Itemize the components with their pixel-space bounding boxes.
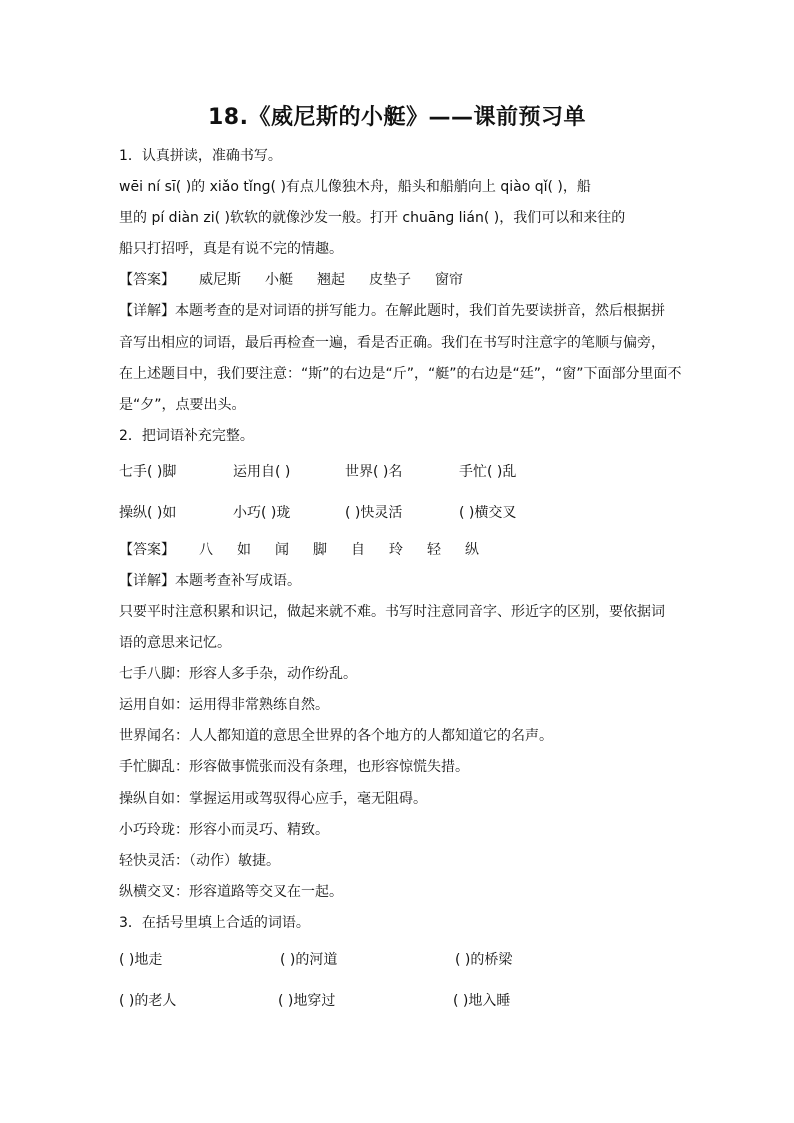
detail-text: 本题考查的是对词语的拼写能力。在解此题时，我们首先要读拼音，然后根据拼: [175, 303, 665, 319]
q1-detail-line-3: 在上述题目中，我们要注意：“斯”的右边是“斤”，“艇”的右边是“廷”，“窗”下面部分里面不: [119, 366, 682, 382]
idiom-explanation: 操纵自如：掌握运用或驾驭得心应手，毫无阻碍。: [119, 791, 427, 807]
detail-label: 【详解】: [119, 573, 175, 589]
q1-line-3: 船只打招呼，真是有说不完的情趣。: [119, 241, 343, 257]
answer-item: 窗帘: [435, 272, 463, 288]
idiom-blank: 手忙( )乱: [459, 464, 517, 480]
q1-detail-line-1: [119, 301, 665, 321]
q3-row-1: [119, 950, 679, 970]
q3-heading: 3．在括号里填上合适的词语。: [119, 915, 310, 931]
idiom-explanation: 纵横交叉：形容道路等交叉在一起。: [119, 884, 343, 900]
fill-blank: ( )地穿过: [278, 993, 336, 1009]
q2-heading: 2．把词语补充完整。: [119, 428, 254, 444]
q2-detail-line-2: 语的意思来记忆。: [119, 635, 231, 651]
answer-item: 如: [237, 542, 251, 558]
idiom-explanation: 手忙脚乱：形容做事慌张而没有条理，也形容惊慌失措。: [119, 759, 469, 775]
q1-heading: 1．认真拼读，准确书写。: [119, 148, 282, 164]
detail-text: 本题考查补写成语。: [175, 573, 301, 589]
idiom-blank: ( )快灵活: [345, 505, 403, 521]
q2-detail-head: [119, 571, 301, 591]
answer-item: 纵: [465, 542, 479, 558]
answer-item: 轻: [427, 542, 441, 558]
idiom-blank: 小巧( )珑: [233, 505, 291, 521]
q1-line-2: 里的 pí diàn zi( )软软的就像沙发一般。打开 chuānɡ lián( )，我们可以和来往的: [119, 210, 626, 226]
page-title: 18.《威尼斯的小艇》——课前预习单: [208, 105, 586, 130]
idiom-blank: ( )横交叉: [459, 505, 517, 521]
answer-label: 【答案】: [119, 272, 175, 288]
answer-item: 闻: [275, 542, 289, 558]
answer-item: 八: [199, 542, 213, 558]
idiom-explanation: 世界闻名：人人都知道的意思全世界的各个地方的人都知道它的名声。: [119, 728, 553, 744]
q3-row-2: [119, 991, 679, 1011]
q2-idiom-row-2: [119, 503, 679, 523]
answer-item: 皮垫子: [369, 272, 411, 288]
fill-blank: ( )地走: [119, 952, 163, 968]
fill-blank: ( )的河道: [280, 952, 338, 968]
idiom-explanation: 轻快灵活：（动作）敏捷。: [119, 853, 280, 869]
answer-item: 威尼斯: [199, 272, 241, 288]
idiom-blank: 世界( )名: [345, 464, 403, 480]
q1-detail-line-2: 音写出相应的词语，最后再检查一遍，看是否正确。我们在书写时注意字的笔顺与偏旁，: [119, 335, 665, 351]
idiom-explanation: 七手八脚：形容人多手杂，动作纷乱。: [119, 666, 357, 682]
answer-item: 小艇: [265, 272, 293, 288]
idiom-blank: 操纵( )如: [119, 505, 177, 521]
idiom-explanation: 运用自如：运用得非常熟练自然。: [119, 697, 329, 713]
answer-label: 【答案】: [119, 542, 175, 558]
q1-answer-line: [119, 270, 463, 290]
q2-detail-line-1: 只要平时注意积累和识记，做起来就不难。书写时注意同音字、形近字的区别，要依据词: [119, 604, 665, 620]
idiom-blank: 七手( )脚: [119, 464, 177, 480]
idiom-blank: 运用自( ): [233, 464, 291, 480]
fill-blank: ( )地入睡: [453, 993, 511, 1009]
fill-blank: ( )的桥梁: [455, 952, 513, 968]
fill-blank: ( )的老人: [119, 993, 177, 1009]
answer-item: 自: [351, 542, 365, 558]
detail-label: 【详解】: [119, 303, 175, 319]
answer-item: 脚: [313, 542, 327, 558]
q2-idiom-row-1: [119, 462, 679, 482]
q2-answer-line: [119, 540, 479, 560]
q1-line-1: wēi ní sī( )的 xiǎo tǐnɡ( )有点儿像独木舟，船头和船艄向上 qiào qǐ( )，船: [119, 179, 591, 195]
idiom-explanation: 小巧玲珑：形容小而灵巧、精致。: [119, 822, 329, 838]
answer-item: 玲: [389, 542, 403, 558]
answer-item: 翘起: [317, 272, 345, 288]
q1-detail-line-4: 是“夕”，点要出头。: [119, 397, 246, 413]
